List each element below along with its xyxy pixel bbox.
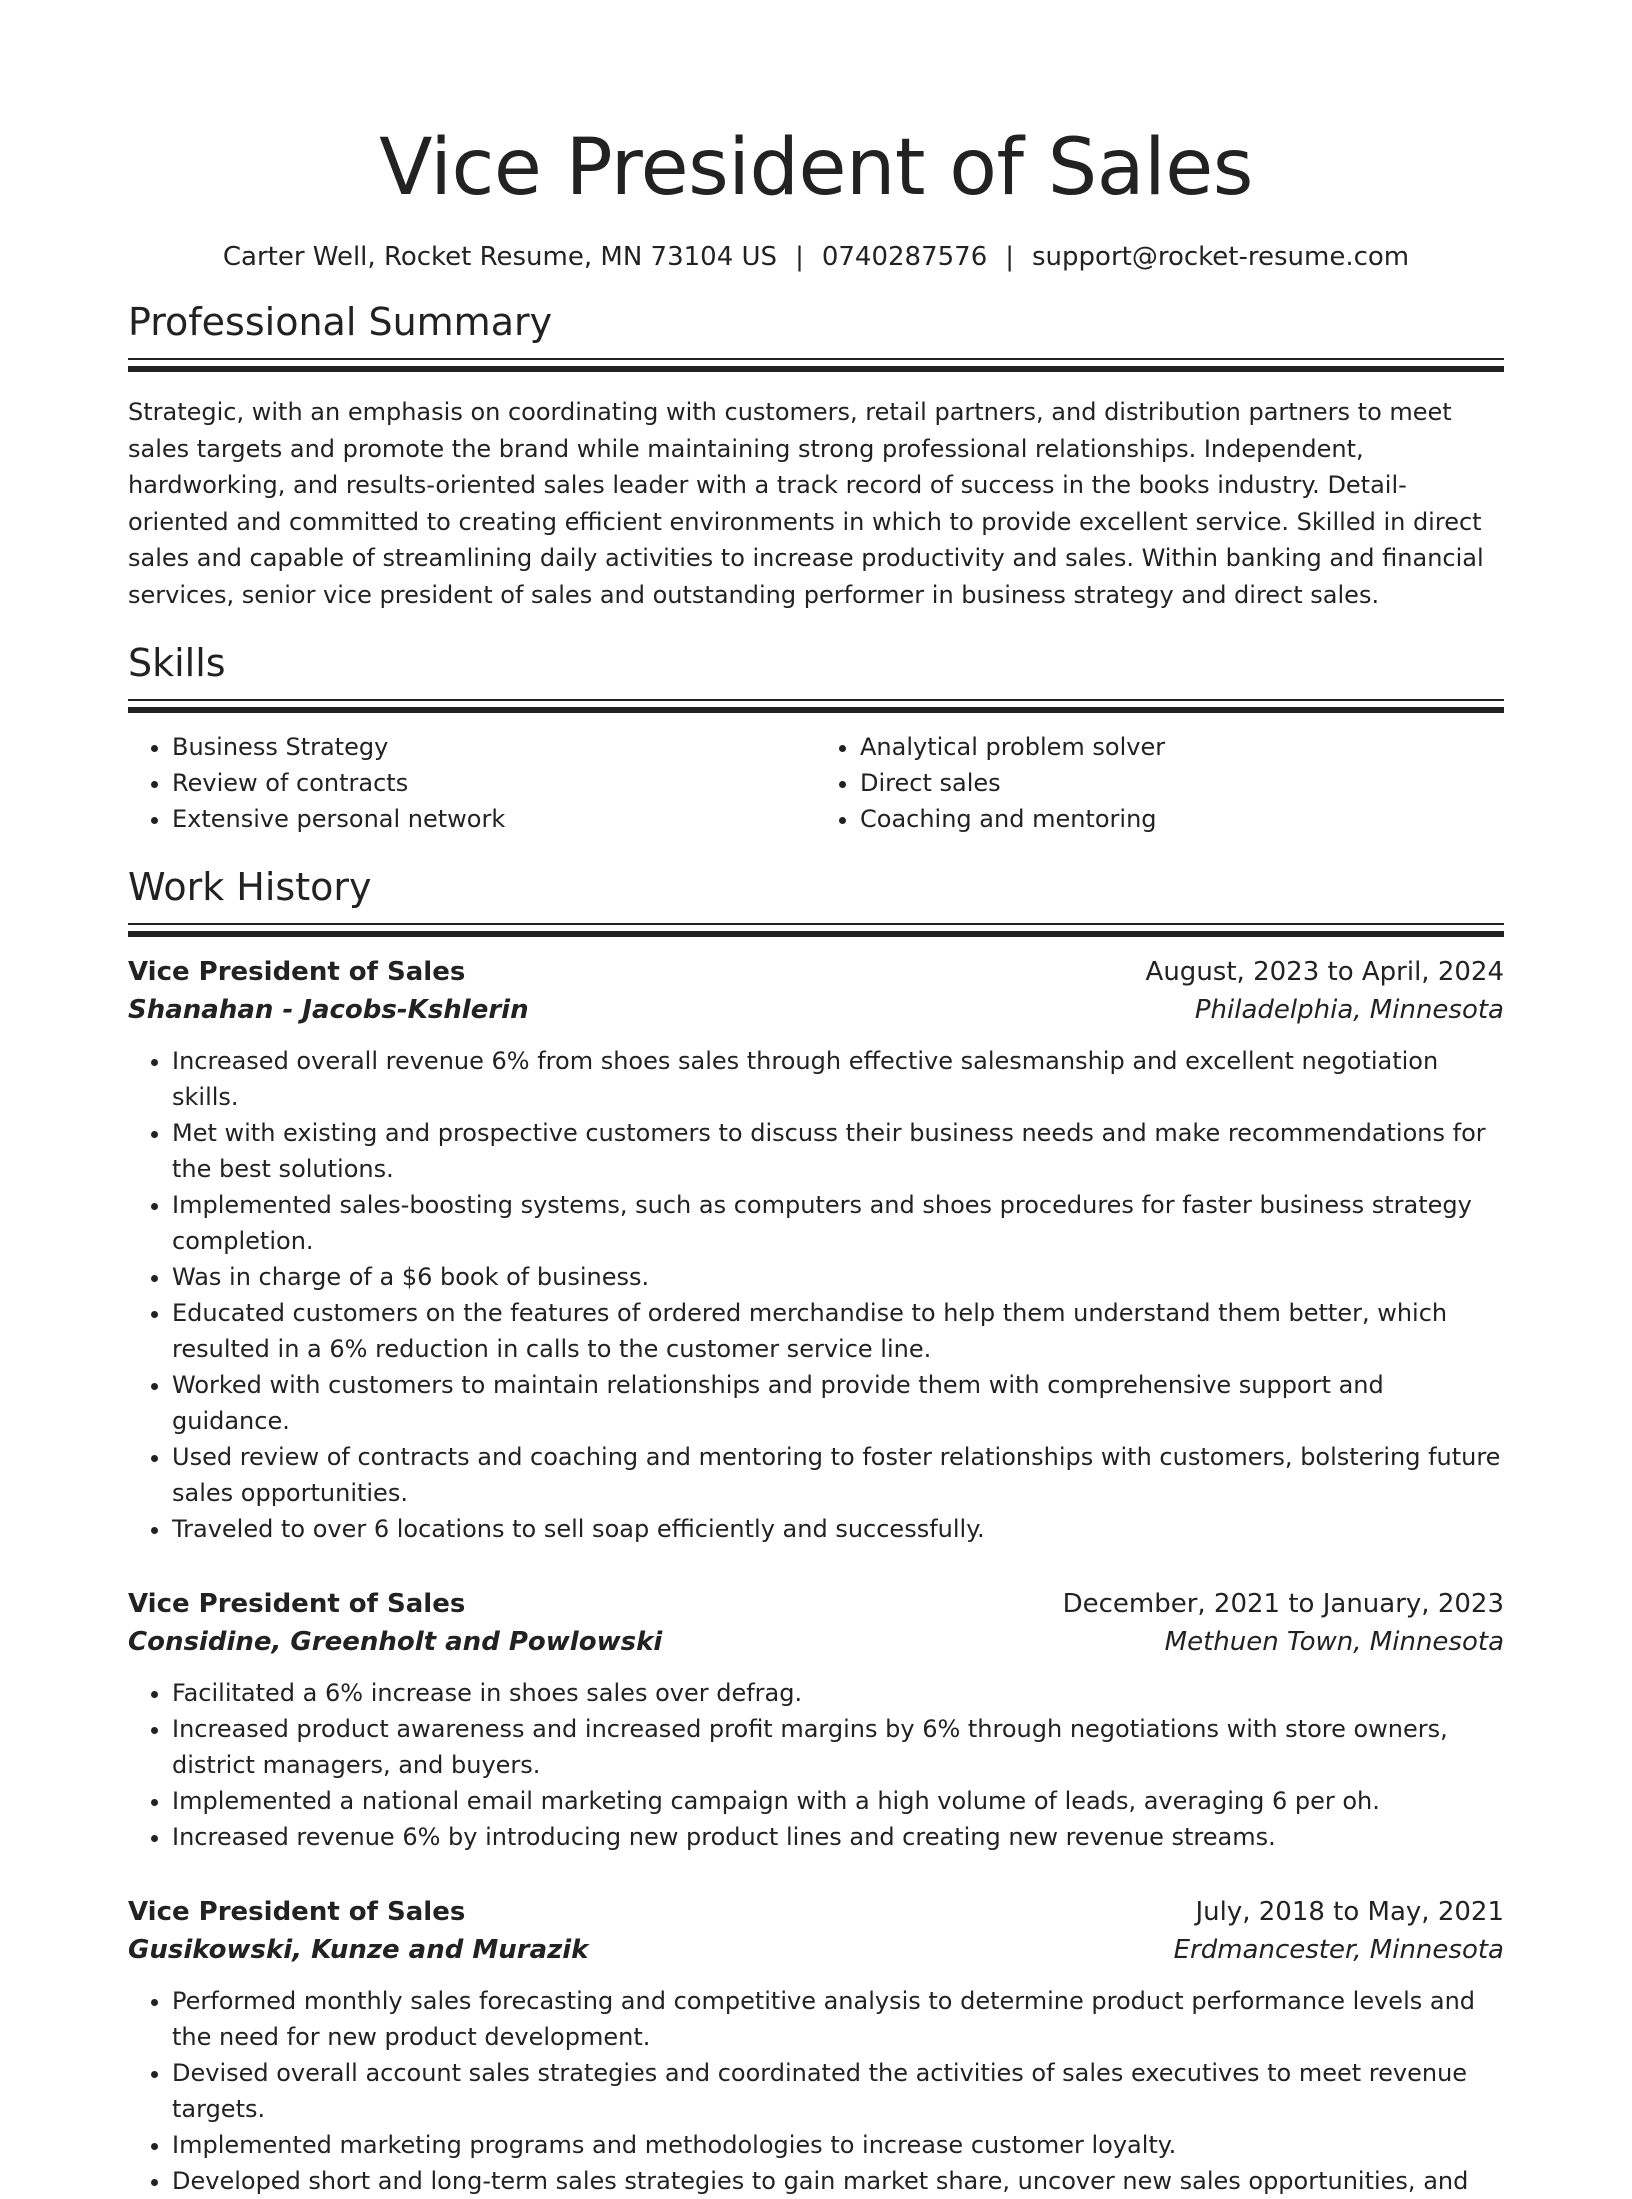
job-header bbox=[128, 953, 1504, 991]
skill-item: • Extensive personal network bbox=[172, 801, 816, 837]
job-dates: December, 2021 to January, 2023 bbox=[1062, 1589, 1504, 1619]
job-bullet: • Developed short and long-term sales strategies to gain market share, uncover new sales opportunities, and bbox=[172, 2163, 1504, 2199]
contact-separator: | bbox=[795, 242, 804, 272]
skill-item: • Review of contracts bbox=[172, 765, 816, 801]
job-bullet: • Performed monthly sales forecasting and competitive analysis to determine product performance levels and the need for new product development. bbox=[172, 1983, 1504, 2055]
job-bullets bbox=[128, 1043, 1504, 1547]
skills-list-right bbox=[816, 729, 1504, 837]
skill-item: • Coaching and mentoring bbox=[860, 801, 1504, 837]
job-bullet: • Traveled to over 6 locations to sell soap efficiently and successfully. bbox=[172, 1511, 1504, 1547]
section-divider bbox=[128, 699, 1504, 713]
contact-phone: 0740287576 bbox=[821, 242, 988, 272]
job-header bbox=[128, 1585, 1504, 1623]
job-title: Vice President of Sales bbox=[128, 957, 466, 987]
job-bullet: • Increased overall revenue 6% from shoes sales through effective salesmanship and excellent negotiation skills. bbox=[172, 1043, 1504, 1115]
job-subheader bbox=[128, 1623, 1504, 1661]
contact-separator: | bbox=[1005, 242, 1015, 272]
job-bullet: • Met with existing and prospective customers to discuss their business needs and make recommendations for the best solutions. bbox=[172, 1115, 1504, 1187]
section-divider bbox=[128, 923, 1504, 937]
job-entry bbox=[128, 1893, 1504, 2199]
job-location: Erdmancester, Minnesota bbox=[1173, 1935, 1504, 1965]
job-company: Considine, Greenholt and Powlowski bbox=[128, 1627, 663, 1657]
section-heading: Work History bbox=[128, 865, 372, 909]
contact-address: Carter Well, Rocket Resume, MN 73104 US bbox=[222, 242, 778, 272]
section-divider bbox=[128, 358, 1504, 372]
job-bullet: • Worked with customers to maintain relationships and provide them with comprehensive support and guidance. bbox=[172, 1367, 1504, 1439]
skills-list-left bbox=[128, 729, 816, 837]
job-header bbox=[128, 1893, 1504, 1931]
section-heading: Professional Summary bbox=[128, 300, 553, 344]
job-bullets bbox=[128, 1675, 1504, 1855]
contact-line bbox=[128, 240, 1504, 274]
job-bullet: • Facilitated a 6% increase in shoes sales over defrag. bbox=[172, 1675, 1504, 1711]
job-entry bbox=[128, 953, 1504, 1547]
job-bullet: • Used review of contracts and coaching and mentoring to foster relationships with customers, bolstering future sales opportunities. bbox=[172, 1439, 1504, 1511]
work-history-section bbox=[128, 863, 1504, 2199]
skills-section bbox=[128, 639, 1504, 837]
job-bullet: • Increased revenue 6% by introducing new product lines and creating new revenue streams. bbox=[172, 1819, 1504, 1855]
skill-item: • Direct sales bbox=[860, 765, 1504, 801]
professional-summary-section bbox=[128, 298, 1504, 613]
job-location: Methuen Town, Minnesota bbox=[1164, 1627, 1504, 1657]
section-heading: Skills bbox=[128, 641, 226, 685]
job-company: Shanahan - Jacobs-Kshlerin bbox=[128, 995, 529, 1025]
skill-item: • Business Strategy bbox=[172, 729, 816, 765]
job-bullet: • Implemented a national email marketing campaign with a high volume of leads, averaging 6 per oh. bbox=[172, 1783, 1504, 1819]
job-title: Vice President of Sales bbox=[128, 1897, 466, 1927]
job-bullet: • Devised overall account sales strategies and coordinated the activities of sales executives to meet revenue targets. bbox=[172, 2055, 1504, 2127]
contact-email: support@rocket-resume.com bbox=[1032, 242, 1410, 272]
job-bullets bbox=[128, 1983, 1504, 2199]
job-subheader bbox=[128, 1931, 1504, 1969]
job-bullet: • Was in charge of a $6 book of business. bbox=[172, 1259, 1504, 1295]
job-dates: August, 2023 to April, 2024 bbox=[1145, 957, 1504, 987]
page-title: Vice President of Sales bbox=[379, 123, 1253, 213]
job-company: Gusikowski, Kunze and Murazik bbox=[128, 1935, 589, 1965]
job-bullet: • Increased product awareness and increased profit margins by 6% through negotiations with store owners, district managers, and buyers. bbox=[172, 1711, 1504, 1783]
job-location: Philadelphia, Minnesota bbox=[1194, 995, 1504, 1025]
skill-item: • Analytical problem solver bbox=[860, 729, 1504, 765]
job-entry bbox=[128, 1585, 1504, 1855]
job-bullet: • Implemented marketing programs and methodologies to increase customer loyalty. bbox=[172, 2127, 1504, 2163]
job-title: Vice President of Sales bbox=[128, 1589, 466, 1619]
job-dates: July, 2018 to May, 2021 bbox=[1195, 1897, 1504, 1927]
summary-text: Strategic, with an emphasis on coordinating with customers, retail partners, and distribution partners to meet sales targets and promote the brand while maintaining strong professional relationships. Independent, hardworking, and results-oriented sales leader with a track record of success in the books industry. Detail-oriented and committed to creating efficient environments in which to provide excellent service. Skilled in direct sales and capable of streamlining daily activities to increase productivity and sales. Within banking and financial services, senior vice president of sales and outstanding performer in business strategy and direct sales. bbox=[128, 398, 1484, 609]
skills-columns bbox=[128, 729, 1504, 837]
job-subheader bbox=[128, 991, 1504, 1029]
job-bullet: • Implemented sales-boosting systems, such as computers and shoes procedures for faster business strategy completion. bbox=[172, 1187, 1504, 1259]
job-bullet: • Educated customers on the features of ordered merchandise to help them understand them better, which resulted in a 6% reduction in calls to the customer service line. bbox=[172, 1295, 1504, 1367]
